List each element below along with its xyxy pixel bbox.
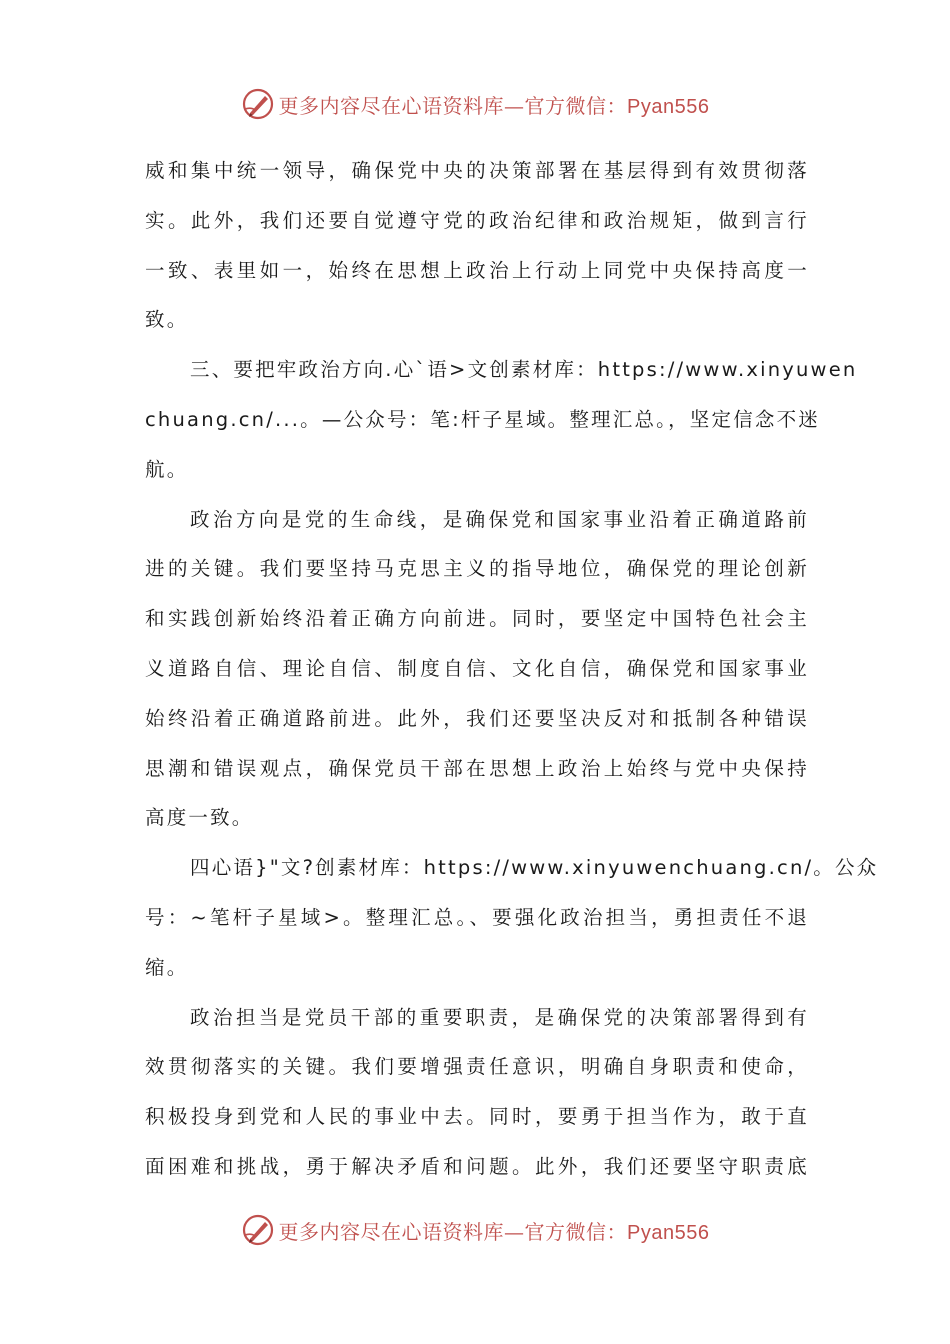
wechat-id: Pyan556	[627, 95, 710, 118]
text-line: 进的关键。我们要坚持马克思主义的指导地位，确保党的理论创新	[145, 557, 809, 581]
pen-logo-icon	[241, 1213, 275, 1247]
header-banner-text: 更多内容尽在心语资料库—官方微信：Pyan556	[278, 93, 710, 118]
text-line: 效贯彻落实的关键。我们要增强责任意识，明确自身职责和使命，	[145, 1055, 809, 1079]
text-line: 致。	[145, 308, 189, 332]
text-line: 义道路自信、理论自信、制度自信、文化自信，确保党和国家事业	[145, 656, 809, 680]
pen-logo-icon	[241, 87, 275, 121]
text-line: 和实践创新始终沿着正确方向前进。同时，要坚定中国特色社会主	[145, 607, 809, 631]
footer-banner	[0, 1208, 950, 1252]
wechat-id: Pyan556	[627, 1221, 710, 1244]
text-line: 缩。	[145, 955, 189, 979]
header-banner	[0, 82, 950, 126]
document-body	[145, 146, 879, 1192]
text-line: 积极投身到党和人民的事业中去。同时，要勇于担当作为，敢于直	[145, 1105, 809, 1129]
text-line: 一致、表里如一，始终在思想上政治上行动上同党中央保持高度一	[145, 258, 809, 282]
text-line: 政治担当是党员干部的重要职责，是确保党的决策部署得到有	[190, 1005, 809, 1029]
text-line: 实。此外，我们还要自觉遵守党的政治纪律和政治规矩，做到言行	[145, 208, 809, 232]
text-line: chuang.cn/...。—公众号：笔:杆子星域。整理汇总。，坚定信念不迷	[145, 407, 820, 431]
text-line: 始终沿着正确道路前进。此外，我们还要坚决反对和抵制各种错误	[145, 706, 809, 730]
text-line: 政治方向是党的生命线，是确保党和国家事业沿着正确道路前	[190, 507, 809, 531]
section-heading-3: 三、要把牢政治方向.心`语>文创素材库：https://www.xinyuwen	[190, 358, 858, 382]
section-heading-4: 四心语}"文?创素材库：https://www.xinyuwenchuang.cn/。公众	[190, 856, 879, 880]
text-line: 面困难和挑战，勇于解决矛盾和问题。此外，我们还要坚守职责底	[145, 1154, 809, 1178]
text-line: 高度一致。	[145, 806, 254, 830]
text-line: 思潮和错误观点，确保党员干部在思想上政治上始终与党中央保持	[145, 756, 809, 780]
text-line: 号：~笔杆子星域>。整理汇总。、要强化政治担当，勇担责任不退	[145, 905, 809, 929]
text-line: 威和集中统一领导，确保党中央的决策部署在基层得到有效贯彻落	[145, 159, 809, 182]
footer-banner-text: 更多内容尽在心语资料库—官方微信：Pyan556	[278, 1219, 710, 1244]
text-line: 航。	[145, 457, 189, 481]
